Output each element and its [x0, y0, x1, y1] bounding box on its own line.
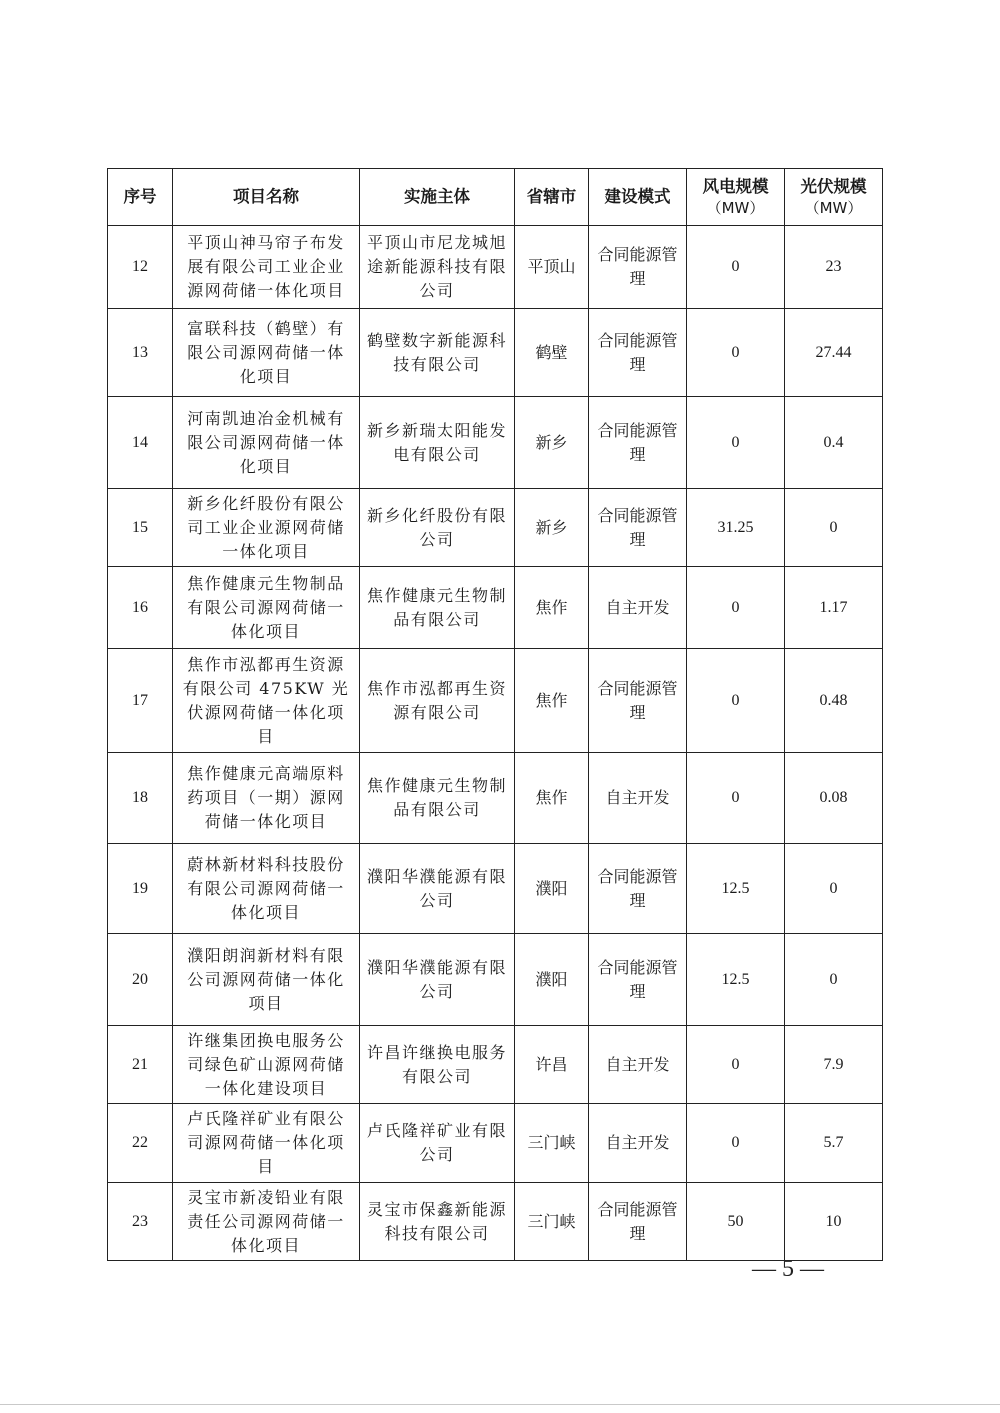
table-row — [108, 1104, 883, 1183]
header-wind-label: 风电规模 — [702, 177, 769, 196]
table-row — [108, 844, 883, 934]
table-header-row — [108, 169, 883, 226]
row-index: 15 — [108, 489, 173, 567]
header-solar-unit: （MW） — [804, 199, 863, 217]
header-city: 省辖市 — [515, 169, 589, 226]
row-solar: 0.4 — [785, 397, 883, 489]
project-table — [107, 168, 883, 1261]
row-wind: 0 — [687, 567, 785, 649]
row-wind: 50 — [687, 1183, 785, 1261]
scan-edge-divider — [0, 1404, 1000, 1405]
table-row — [108, 397, 883, 489]
header-wind-unit: （MW） — [706, 199, 765, 217]
row-project-name: 焦作市泓都再生资源有限公司 475KW 光伏源网荷储一体化项目 — [173, 649, 360, 753]
row-project-name: 焦作健康元高端原料药项目（一期）源网荷储一体化项目 — [173, 753, 360, 844]
row-project-name: 平顶山神马帘子布发展有限公司工业企业源网荷储一体化项目 — [173, 226, 360, 309]
row-project-name: 濮阳朗润新材料有限公司源网荷储一体化项目 — [173, 934, 360, 1026]
row-entity: 许昌许继换电服务有限公司 — [360, 1026, 515, 1104]
header-index: 序号 — [108, 169, 173, 226]
row-mode: 自主开发 — [589, 567, 687, 649]
row-mode: 自主开发 — [589, 1026, 687, 1104]
row-city: 新乡 — [515, 489, 589, 567]
row-mode: 自主开发 — [589, 1104, 687, 1183]
row-city: 三门峡 — [515, 1104, 589, 1183]
row-city: 焦作 — [515, 567, 589, 649]
row-solar: 10 — [785, 1183, 883, 1261]
row-index: 12 — [108, 226, 173, 309]
row-index: 19 — [108, 844, 173, 934]
row-index: 16 — [108, 567, 173, 649]
row-mode: 合同能源管理 — [589, 934, 687, 1026]
row-solar: 1.17 — [785, 567, 883, 649]
row-entity: 卢氏隆祥矿业有限公司 — [360, 1104, 515, 1183]
row-mode: 合同能源管理 — [589, 1183, 687, 1261]
row-project-name: 新乡化纤股份有限公司工业企业源网荷储一体化项目 — [173, 489, 360, 567]
row-entity: 焦作健康元生物制品有限公司 — [360, 753, 515, 844]
row-mode: 合同能源管理 — [589, 309, 687, 397]
row-entity: 焦作市泓都再生资源有限公司 — [360, 649, 515, 753]
row-index: 21 — [108, 1026, 173, 1104]
row-entity: 灵宝市保鑫新能源科技有限公司 — [360, 1183, 515, 1261]
row-index: 18 — [108, 753, 173, 844]
row-project-name: 卢氏隆祥矿业有限公司源网荷储一体化项目 — [173, 1104, 360, 1183]
row-entity: 濮阳华濮能源有限公司 — [360, 934, 515, 1026]
row-solar: 0 — [785, 934, 883, 1026]
row-wind: 12.5 — [687, 844, 785, 934]
table-row — [108, 489, 883, 567]
row-city: 三门峡 — [515, 1183, 589, 1261]
row-city: 新乡 — [515, 397, 589, 489]
header-solar — [785, 169, 883, 226]
row-solar: 27.44 — [785, 309, 883, 397]
row-index: 13 — [108, 309, 173, 397]
row-wind: 31.25 — [687, 489, 785, 567]
row-project-name: 焦作健康元生物制品有限公司源网荷储一体化项目 — [173, 567, 360, 649]
row-wind: 12.5 — [687, 934, 785, 1026]
row-mode: 合同能源管理 — [589, 226, 687, 309]
row-index: 17 — [108, 649, 173, 753]
row-entity: 濮阳华濮能源有限公司 — [360, 844, 515, 934]
row-project-name: 富联科技（鹤壁）有限公司源网荷储一体化项目 — [173, 309, 360, 397]
header-mode: 建设模式 — [589, 169, 687, 226]
row-wind: 0 — [687, 226, 785, 309]
row-solar: 0.48 — [785, 649, 883, 753]
row-entity: 平顶山市尼龙城旭途新能源科技有限公司 — [360, 226, 515, 309]
table-row — [108, 649, 883, 753]
header-entity: 实施主体 — [360, 169, 515, 226]
table-row — [108, 1183, 883, 1261]
row-solar: 5.7 — [785, 1104, 883, 1183]
row-project-name: 河南凯迪冶金机械有限公司源网荷储一体化项目 — [173, 397, 360, 489]
table-row — [108, 1026, 883, 1104]
row-city: 焦作 — [515, 753, 589, 844]
row-index: 20 — [108, 934, 173, 1026]
row-solar: 7.9 — [785, 1026, 883, 1104]
table-row — [108, 226, 883, 309]
row-wind: 0 — [687, 309, 785, 397]
row-city: 鹤壁 — [515, 309, 589, 397]
row-entity: 新乡新瑞太阳能发电有限公司 — [360, 397, 515, 489]
table-row — [108, 309, 883, 397]
row-wind: 0 — [687, 1026, 785, 1104]
row-index: 22 — [108, 1104, 173, 1183]
row-wind: 0 — [687, 649, 785, 753]
row-mode: 合同能源管理 — [589, 649, 687, 753]
row-solar: 0 — [785, 844, 883, 934]
row-solar: 0.08 — [785, 753, 883, 844]
row-city: 平顶山 — [515, 226, 589, 309]
row-wind: 0 — [687, 753, 785, 844]
row-city: 濮阳 — [515, 844, 589, 934]
row-solar: 0 — [785, 489, 883, 567]
row-wind: 0 — [687, 397, 785, 489]
row-city: 许昌 — [515, 1026, 589, 1104]
row-entity: 焦作健康元生物制品有限公司 — [360, 567, 515, 649]
row-mode: 合同能源管理 — [589, 489, 687, 567]
row-entity: 新乡化纤股份有限公司 — [360, 489, 515, 567]
table-row — [108, 567, 883, 649]
row-project-name: 蔚林新材料科技股份有限公司源网荷储一体化项目 — [173, 844, 360, 934]
row-city: 濮阳 — [515, 934, 589, 1026]
row-solar: 23 — [785, 226, 883, 309]
table-row — [108, 934, 883, 1026]
row-wind: 0 — [687, 1104, 785, 1183]
row-entity: 鹤壁数字新能源科技有限公司 — [360, 309, 515, 397]
header-wind — [687, 169, 785, 226]
row-project-name: 灵宝市新凌铅业有限责任公司源网荷储一体化项目 — [173, 1183, 360, 1261]
row-index: 14 — [108, 397, 173, 489]
row-mode: 自主开发 — [589, 753, 687, 844]
page-number: — 5 — — [752, 1256, 824, 1282]
row-project-name: 许继集团换电服务公司绿色矿山源网荷储一体化建设项目 — [173, 1026, 360, 1104]
row-mode: 合同能源管理 — [589, 844, 687, 934]
table-row — [108, 753, 883, 844]
row-mode: 合同能源管理 — [589, 397, 687, 489]
header-solar-label: 光伏规模 — [800, 177, 867, 196]
header-name: 项目名称 — [173, 169, 360, 226]
row-city: 焦作 — [515, 649, 589, 753]
row-index: 23 — [108, 1183, 173, 1261]
